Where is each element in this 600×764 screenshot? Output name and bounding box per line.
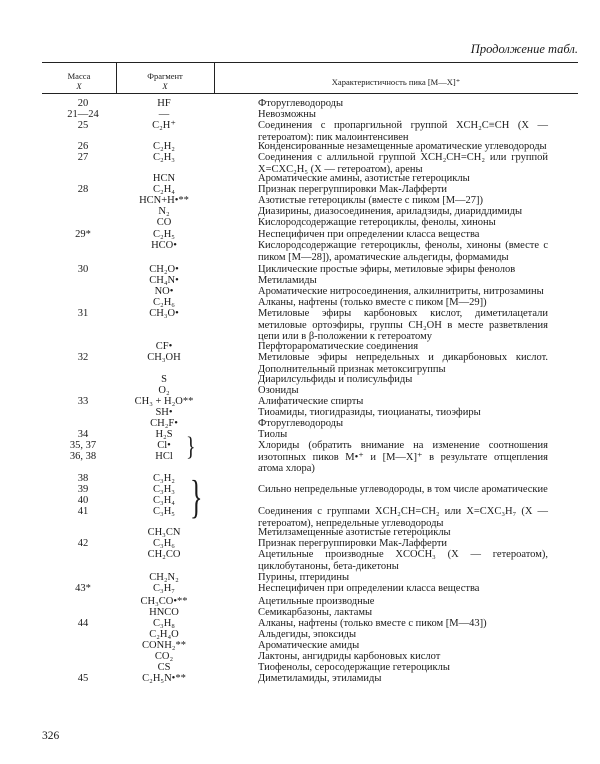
- fragment-cell: CH₃O•: [149, 308, 179, 319]
- column-header-characteristic: Характеристичность пика [M—X]⁺: [331, 77, 461, 87]
- characteristic-cell: Метиловые эфиры непредельных и дикарбоновых кислот. Дополнительный признак метоксигруппы: [258, 352, 548, 375]
- fragment-cell: CH₃OH: [147, 352, 181, 363]
- characteristic-cell: Алканы, нафтены (только вместе с пиком [M—43]): [258, 618, 487, 629]
- table-header-rule: [42, 93, 578, 94]
- mass-cell: 27: [77, 152, 89, 163]
- mass-cell: 29*: [75, 229, 91, 240]
- characteristic-cell: Озониды: [258, 385, 299, 396]
- fragment-cell: CH₃CN: [147, 527, 181, 538]
- fragment-cell: CH₃ + H₂O**: [134, 396, 194, 407]
- fragment-cell: HCl: [155, 451, 173, 462]
- characteristic-cell: Кислородсодержащие гетероциклы, фенолы, хиноны (вместе с пиком [M—28]), ароматические альдегиды, формамиды: [258, 240, 548, 263]
- fragment-cell: HCO•: [151, 240, 177, 251]
- mass-cell: 21—24: [67, 109, 99, 120]
- fragment-cell: C₃H₆: [153, 538, 175, 549]
- characteristic-cell: Тиолы: [258, 429, 288, 440]
- characteristic-cell: Тиофенолы, серосодержащие гетероциклы: [258, 662, 450, 673]
- brace-unsaturated: }: [190, 471, 203, 524]
- fragment-cell: CS: [157, 662, 171, 673]
- mass-cell: 31: [77, 308, 89, 319]
- fragment-cell: C₂H₄: [153, 184, 175, 195]
- characteristic-cell: Соединения с пропаргильной группой XCH₂C≡CH (X — гетероатом): пик малоинтенсивен: [258, 120, 548, 143]
- table-top-rule: [42, 62, 578, 63]
- fragment-cell: C₂H₅: [153, 229, 175, 240]
- column-divider-2: [214, 62, 215, 93]
- characteristic-cell: Диарилсульфиды и полисульфиды: [258, 374, 413, 385]
- mass-cell: 26: [77, 141, 89, 152]
- characteristic-cell: Неспецифичен при определении класса вещества: [258, 583, 480, 594]
- characteristic-cell: Кислородсодержащие гетероциклы, фенолы, хиноны: [258, 217, 496, 228]
- mass-cell: 20: [77, 98, 89, 109]
- fragment-cell: NO•: [154, 286, 174, 297]
- characteristic-cell: Алифатические спирты: [258, 396, 364, 407]
- characteristic-cell: Неспецифичен при определении класса вещества: [258, 229, 480, 240]
- fragment-cell: C₃H₃: [153, 484, 175, 495]
- column-header-mass: Масса X: [67, 71, 91, 91]
- mass-cell: 39: [77, 484, 89, 495]
- characteristic-cell: Метилзамещенные азотистые гетероциклы: [258, 527, 451, 538]
- fragment-cell: N₂: [158, 206, 170, 217]
- fragment-cell: H₂S: [155, 429, 173, 440]
- characteristic-cell: Метиловые эфиры карбоновых кислот, диметилацетали метиловые ортоэфиры, группы CH₂OH в месте разветвления цепи или в β-положении к гетероатому: [258, 308, 548, 342]
- fragment-cell: CH₂CO: [147, 549, 181, 560]
- fragment-cell: O₂: [158, 385, 170, 396]
- characteristic-cell: Сильно непредельные углеводороды, в том числе ароматические: [258, 484, 548, 495]
- characteristic-cell: Ароматические нитросоединения, алкилнитриты, нитрозамины: [258, 286, 544, 297]
- characteristic-cell: Ароматические амины, азотистые гетероциклы: [258, 173, 470, 184]
- characteristic-cell: Фторуглеводороды: [258, 418, 344, 429]
- characteristic-cell: Невозможны: [258, 109, 316, 120]
- characteristic-cell: Лактоны, ангидриды карбоновых кислот: [258, 651, 441, 662]
- continuation-label: Продолжение табл.: [470, 42, 578, 56]
- fragment-cell: CH₂F•: [150, 418, 178, 429]
- characteristic-cell: Диметиламиды, этиламиды: [258, 673, 382, 684]
- mass-cell: 41: [77, 506, 89, 517]
- fragment-cell: C₃H₅: [153, 506, 175, 517]
- fragment-cell: CH₂N₂: [149, 572, 179, 583]
- mass-cell: 44: [77, 618, 89, 629]
- characteristic-cell: Ацетильные производные: [258, 596, 375, 607]
- fragment-cell: —: [158, 109, 170, 120]
- fragment-cell: CF•: [155, 341, 173, 352]
- characteristic-cell: Диазирины, диазосоединения, ариладзиды, диариддимиды: [258, 206, 523, 217]
- fragment-cell: CH₂O•: [149, 264, 179, 275]
- characteristic-cell: Тиоамиды, тиогидразиды, тиоцианаты, тиоэфиры: [258, 407, 481, 418]
- characteristic-cell: Пурины, птеридины: [258, 572, 349, 583]
- mass-cell: 34: [77, 429, 89, 440]
- characteristic-cell: Семикарбазоны, лактамы: [258, 607, 373, 618]
- mass-cell: 35, 37: [69, 440, 97, 451]
- mass-cell: 40: [77, 495, 89, 506]
- characteristic-cell: Циклические простые эфиры, метиловые эфиры фенолов: [258, 264, 516, 275]
- fragment-cell: C₃H₈: [153, 618, 175, 629]
- characteristic-cell: Соединения с группами XCH₂CH=CH₂ или X=CXC₃H₇ (X — гетероатом), непредельные углеводороды: [258, 506, 548, 529]
- column-divider-1: [116, 62, 117, 93]
- fragment-cell: HNCO: [149, 607, 179, 618]
- fragment-cell: CO₂: [154, 651, 174, 662]
- characteristic-cell: Соединения с аллильной группой XCH₂CH=CH₂ или группой X=CXC₂H₅ (X — гетероатом), арены: [258, 152, 548, 175]
- characteristic-cell: Фторуглеводороды: [258, 98, 344, 109]
- fragment-cell: C₂H⁺: [152, 120, 176, 131]
- fragment-cell: Cl•: [157, 440, 171, 451]
- fragment-cell: HCN: [152, 173, 176, 184]
- mass-cell: 43*: [75, 583, 91, 594]
- brace-chlorides: }: [186, 432, 196, 462]
- characteristic-cell: Метиламиды: [258, 275, 317, 286]
- characteristic-cell: Альдегиды, эпоксиды: [258, 629, 357, 640]
- page-number: 326: [42, 730, 60, 742]
- characteristic-cell: Признак перегруппировки Мак-Лафферти: [258, 184, 448, 195]
- fragment-cell: C₃H₄: [153, 495, 175, 506]
- fragment-cell: C₂H₃: [153, 152, 175, 163]
- characteristic-cell: Алканы, нафтены (только вместе с пиком [M—29]): [258, 297, 487, 308]
- fragment-cell: S: [161, 374, 167, 385]
- fragment-cell: CH₄N•: [149, 275, 179, 286]
- characteristic-cell: Перфторароматические соединения: [258, 341, 419, 352]
- fragment-cell: C₂H₆: [153, 297, 175, 308]
- mass-cell: 28: [77, 184, 89, 195]
- characteristic-cell: Хлориды (обратить внимание на изменение соотношения изотопных пиков M•⁺ и [M—X]⁺ в результате отщепления атома хлора): [258, 440, 548, 474]
- column-header-fragment: Фрагмент X: [147, 71, 183, 91]
- mass-cell: 38: [77, 473, 89, 484]
- fragment-cell: C₂H₂: [153, 141, 175, 152]
- mass-cell: 45: [77, 673, 89, 684]
- fragment-cell: CH₃CO•**: [140, 596, 188, 607]
- fragment-cell: HF: [157, 98, 171, 109]
- mass-cell: 42: [77, 538, 89, 549]
- mass-cell: 36, 38: [69, 451, 97, 462]
- characteristic-cell: Ацетильные производные XCOCH₃ (X — гетероатом), циклобутаноны, бета-дикетоны: [258, 549, 548, 572]
- characteristic-cell: Ароматические амиды: [258, 640, 360, 651]
- fragment-cell: C₃H₂: [153, 473, 175, 484]
- characteristic-cell: Конденсированные незамещенные ароматические углеводороды: [258, 141, 547, 152]
- characteristic-cell: Азотистые гетероциклы (вместе с пиком [M—27]): [258, 195, 484, 206]
- fragment-cell: CONH₂**: [142, 640, 186, 651]
- mass-cell: 30: [77, 264, 89, 275]
- mass-cell: 32: [77, 352, 89, 363]
- mass-cell: 33: [77, 396, 89, 407]
- characteristic-cell: Признак перегруппировки Мак-Лафферти: [258, 538, 448, 549]
- fragment-cell: CO: [156, 217, 172, 228]
- fragment-cell: SH•: [155, 407, 173, 418]
- fragment-cell: C₃H₇: [153, 583, 175, 594]
- mass-cell: 25: [77, 120, 89, 131]
- fragment-cell: C₂H₅N•**: [142, 673, 186, 684]
- fragment-cell: C₂H₄O: [149, 629, 179, 640]
- fragment-cell: HCN+H•**: [139, 195, 189, 206]
